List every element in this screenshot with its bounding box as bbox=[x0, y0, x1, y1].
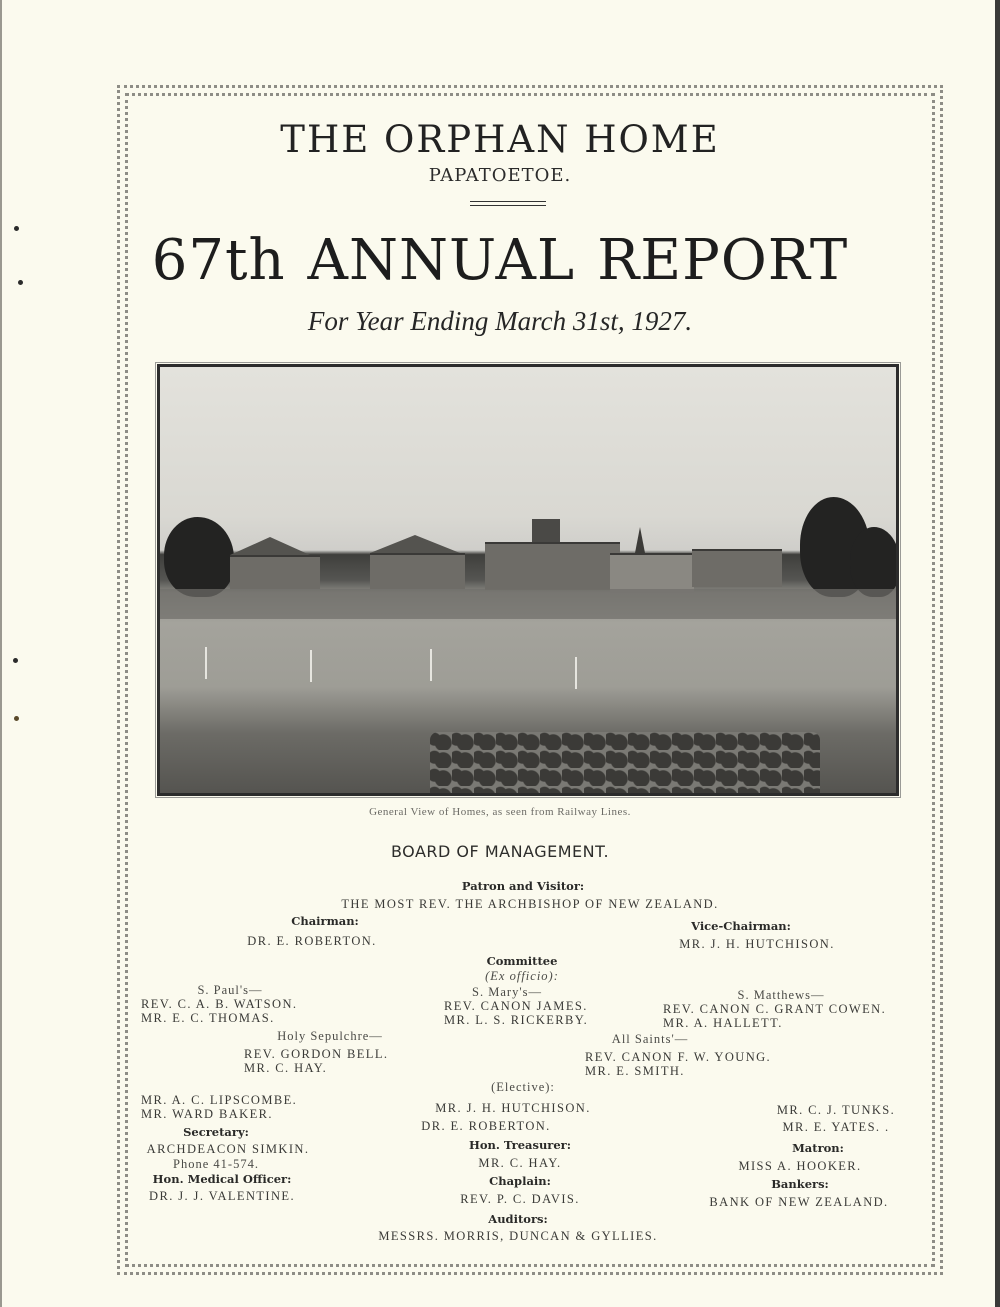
report-heading bbox=[0, 228, 1000, 293]
roof-shape bbox=[370, 535, 460, 553]
parish-holy-sepulchre: Holy Sepulchre— bbox=[277, 1029, 383, 1043]
year-ending-line: For Year Ending March 31st, 1927. bbox=[307, 306, 693, 336]
patron-name: THE MOST REV. THE ARCHBISHOP OF NEW ZEALAND. bbox=[341, 897, 719, 911]
member-name: REV. CANON F. W. YOUNG. bbox=[585, 1050, 772, 1064]
member-name: REV. GORDON BELL. bbox=[244, 1047, 389, 1061]
page-edge-right bbox=[995, 0, 1000, 1307]
elective-member: MR. J. H. HUTCHISON. bbox=[435, 1101, 591, 1115]
double-rule-divider bbox=[470, 201, 546, 206]
vice-chairman-label: Vice-Chairman: bbox=[691, 919, 791, 933]
parish-s-matthews: S. Matthews— bbox=[737, 988, 825, 1002]
page-title: THE ORPHAN HOME bbox=[280, 118, 720, 161]
elective-label: (Elective): bbox=[491, 1080, 555, 1094]
elective-member: MR. WARD BAKER. bbox=[141, 1107, 273, 1121]
parish-s-pauls: S. Paul's— bbox=[197, 983, 263, 997]
treasurer-name: MR. C. HAY. bbox=[478, 1156, 562, 1170]
medical-officer-name: DR. J. J. VALENTINE. bbox=[149, 1189, 295, 1203]
secretary-phone: Phone 41-574. bbox=[173, 1157, 259, 1171]
building-shape bbox=[370, 553, 465, 589]
matron-label: Matron: bbox=[792, 1141, 844, 1155]
member-name: MR. C. HAY. bbox=[244, 1061, 328, 1075]
tree-shape bbox=[164, 517, 234, 597]
report-word-report: REPORT bbox=[597, 228, 849, 293]
member-name: REV. C. A. B. WATSON. bbox=[141, 997, 298, 1011]
secretary-name: ARCHDEACON SIMKIN. bbox=[146, 1142, 310, 1156]
parish-all-saints: All Saints'— bbox=[611, 1032, 689, 1046]
fence-post bbox=[310, 650, 312, 682]
committee-label: Committee bbox=[486, 954, 558, 968]
bankers-name: BANK OF NEW ZEALAND. bbox=[709, 1195, 889, 1209]
elective-member: MR. E. YATES. . bbox=[782, 1120, 890, 1134]
fence-post bbox=[575, 657, 577, 689]
location-subtitle: PAPATOETOE. bbox=[428, 165, 572, 186]
homes-photograph bbox=[157, 364, 899, 796]
fence-post bbox=[205, 647, 207, 679]
matron-name: MISS A. HOOKER. bbox=[738, 1159, 862, 1173]
chapel-shape bbox=[610, 553, 694, 593]
ex-officio-label: (Ex officio): bbox=[485, 969, 559, 983]
auditors-label: Auditors: bbox=[488, 1212, 548, 1226]
treasurer-label: Hon. Treasurer: bbox=[469, 1138, 571, 1152]
building-shape bbox=[692, 549, 782, 587]
punch-mark bbox=[13, 658, 18, 663]
chairman-label: Chairman: bbox=[291, 914, 359, 928]
building-shape bbox=[230, 555, 320, 589]
building-shape bbox=[485, 542, 620, 590]
photo-caption: General View of Homes, as seen from Railway Lines. bbox=[369, 806, 631, 818]
stone-wall-shape bbox=[430, 732, 820, 794]
roof-shape bbox=[230, 537, 310, 555]
vice-chairman-name: MR. J. H. HUTCHISON. bbox=[679, 937, 835, 951]
member-name: MR. E. C. THOMAS. bbox=[141, 1011, 275, 1025]
member-name: REV. CANON C. GRANT COWEN. bbox=[663, 1002, 887, 1016]
hedge-shape bbox=[160, 589, 896, 619]
report-number: 67th bbox=[151, 228, 286, 293]
page-edge-left bbox=[0, 0, 2, 1307]
auditors-name: MESSRS. MORRIS, DUNCAN & GYLLIES. bbox=[378, 1229, 658, 1243]
member-name: MR. E. SMITH. bbox=[585, 1064, 685, 1078]
member-name: MR. L. S. RICKERBY. bbox=[444, 1013, 589, 1027]
medical-officer-label: Hon. Medical Officer: bbox=[152, 1172, 292, 1186]
parish-s-marys: S. Mary's— bbox=[472, 985, 542, 999]
punch-mark bbox=[14, 716, 19, 721]
spire-shape bbox=[635, 527, 645, 553]
member-name: REV. CANON JAMES. bbox=[444, 999, 588, 1013]
tree-shape bbox=[850, 527, 899, 597]
chairman-name: DR. E. ROBERTON. bbox=[247, 934, 377, 948]
member-name: MR. A. HALLETT. bbox=[663, 1016, 783, 1030]
elective-member: DR. E. ROBERTON. bbox=[421, 1119, 551, 1133]
chaplain-label: Chaplain: bbox=[489, 1174, 551, 1188]
patron-label: Patron and Visitor: bbox=[461, 879, 585, 893]
elective-member: MR. C. J. TUNKS. bbox=[776, 1103, 896, 1117]
elective-member: MR. A. C. LIPSCOMBE. bbox=[141, 1093, 298, 1107]
report-word-annual: ANNUAL bbox=[307, 228, 576, 293]
bankers-label: Bankers: bbox=[771, 1177, 829, 1191]
fence-post bbox=[430, 649, 432, 681]
board-heading: BOARD OF MANAGEMENT. bbox=[390, 842, 610, 861]
secretary-label: Secretary: bbox=[183, 1125, 249, 1139]
chaplain-name: REV. P. C. DAVIS. bbox=[460, 1192, 580, 1206]
